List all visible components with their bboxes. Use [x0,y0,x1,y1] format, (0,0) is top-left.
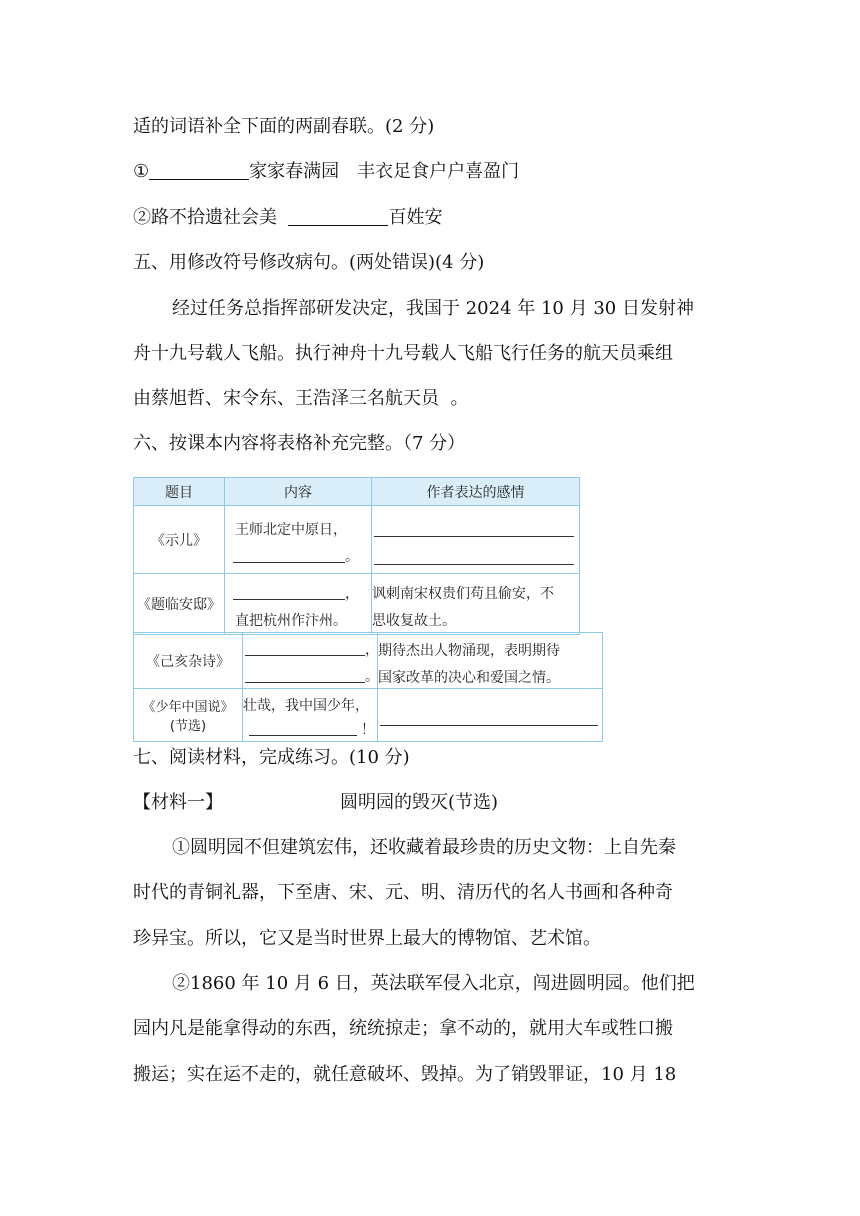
m1-line-3: 珍异宝。所以，它又是当时世界上最大的博物馆、艺术馆。 [133,928,601,949]
shier-emotion-blank-2[interactable] [374,564,574,565]
q5-paragraph-line-3: 由蔡旭哲、宋令东、王浩泽三名航天员 。 [133,388,469,409]
jihai-emotion-line1: 期待杰出人物涌现，表明期待 [378,643,560,659]
material-1-heading [133,791,499,815]
question-7-heading: 七、阅读材料，完成练习。(10 分) [133,747,410,768]
shier-content-line1: 王师北定中原日， [235,522,347,538]
jihai-content-blank-1[interactable] [245,655,365,656]
couplet-2-prefix: ②路不拾遗社会美 [133,207,289,228]
couplet-2-blank[interactable] [288,207,388,226]
row-tilinan-emotion [372,574,580,635]
m2-line-2: 园内凡是能拿得动的东西，统统掠走；拿不动的，就用大车或牲口搬 [133,1018,673,1039]
row-shaonian-content [243,689,378,742]
row-tilinan-content [225,574,372,635]
poem-table-lower [133,632,603,742]
row-jihai-emotion [378,633,603,689]
header-emotion: 作者表达的感情 [372,478,580,506]
couplet-2-rest: 百姓安 [388,207,443,228]
jihai-content-end-1: ， [365,642,379,658]
material-1-title: 圆明园的毁灭(节选) [340,792,499,813]
jihai-emotion-line2: 国家改革的决心和爱国之情。 [378,670,560,686]
shaonian-content-end: ！ [361,722,375,738]
shaonian-content-line1: 壮哉，我中国少年， [243,698,369,714]
shier-content-end: 。 [345,549,359,565]
poem-table-upper [133,477,580,635]
shaonian-content-blank[interactable] [249,735,357,736]
jihai-content-blank-2[interactable] [245,682,365,683]
question-5-heading: 五、用修改符号修改病句。(两处错误)(4 分) [133,252,485,273]
row-jihai-title: 《己亥杂诗》 [134,633,243,689]
tilinan-content-blank[interactable] [233,599,345,600]
row-shaonian-title [134,689,243,742]
q5-paragraph-line-2: 舟十九号载人飞船。执行神舟十九号载人飞船飞行任务的航天员乘组 [133,343,673,364]
shier-emotion-blank-1[interactable] [374,536,574,537]
material-1-label: 【材料一】 [133,792,223,813]
row-tilinan-title: 《题临安邸》 [134,574,225,635]
couplet-2 [133,206,442,230]
q5-paragraph-line-1: 经过任务总指挥部研发决定，我国于 2024 年 10 月 30 日发射神 [172,298,694,319]
row-shier-emotion [372,506,580,574]
header-title: 题目 [134,478,225,506]
couplet-1-prefix: ① [133,161,150,182]
tilinan-content-end: ， [345,586,359,602]
m1-line-1: ①圆明园不但建筑宏伟，还收藏着最珍贵的历史文物：上自先秦 [172,837,676,858]
couplet-1-rest: 家家春满园 丰衣足食户户喜盈门 [249,161,520,182]
row-jihai-content [243,633,378,689]
shier-content-blank[interactable] [233,562,345,563]
jihai-content-end-2: 。 [365,669,379,685]
shaonian-emotion-blank[interactable] [380,725,598,726]
tilinan-emotion-line2: 思收复故土。 [372,613,456,629]
row-shaonian-emotion [378,689,603,742]
text-line-1: 适的词语补全下面的两副春联。(2 分) [133,116,435,137]
shaonian-title-line1: 《少年中国说》 [142,700,234,715]
row-shier-title: 《示儿》 [134,506,225,574]
m2-line-3: 搬运；实在运不走的，就任意破坏、毁掉。为了销毁罪证，10 月 18 [133,1064,677,1085]
couplet-1-blank[interactable] [149,161,249,180]
row-shier-content [225,506,372,574]
m2-line-1: ②1860 年 10 月 6 日，英法联军侵入北京，闯进圆明园。他们把 [172,973,695,994]
question-6-heading: 六、按课本内容将表格补充完整。（7 分） [133,433,466,454]
header-content: 内容 [225,478,372,506]
shaonian-title-line2: (节选) [169,719,207,734]
m1-line-2: 时代的青铜礼器，下至唐、宋、元、明、清历代的名人书画和各种奇 [133,882,673,903]
couplet-1 [133,160,519,184]
tilinan-emotion-line1: 讽刺南宋权贵们苟且偷安，不 [372,586,554,602]
tilinan-content-line2: 直把杭州作汴州。 [235,613,347,629]
